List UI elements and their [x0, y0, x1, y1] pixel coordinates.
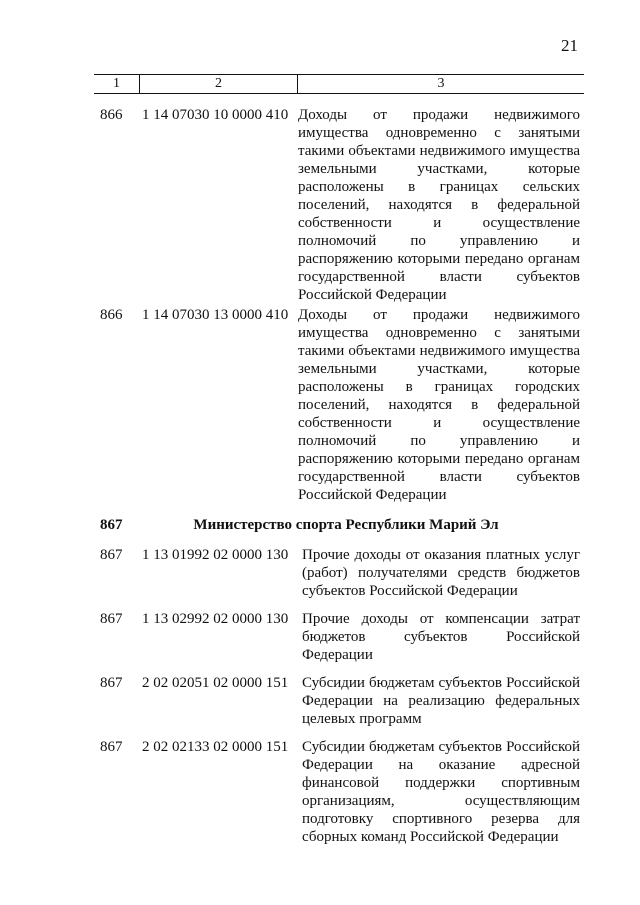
income-description: Субсидии бюджетам субъектов Российской Федерации на оказание адресной финансовой поддержки спортивным организациям, осуществляющим подготовку спортивного резерва для сборных команд Российской Федерации: [302, 739, 580, 845]
table-row: [94, 106, 584, 304]
budget-code: 1 14 07030 13 0000 410: [142, 307, 289, 323]
table-row: [94, 610, 584, 664]
income-description: Субсидии бюджетам субъектов Российской Федерации на реализацию федеральных целевых программ: [302, 675, 580, 727]
admin-code: 867: [100, 739, 123, 755]
income-description: Доходы от продажи недвижимого имущества одновременно с занятыми такими объектами недвижимого имущества земельными участками, которые расположены в границах городских поселений, находятся в федеральной собственности и осуществление полномочий по управлению и распоряжению которыми передано органам государственной власти субъектов Российской Федерации: [298, 307, 580, 503]
income-description: Прочие доходы от компенсации затрат бюджетов субъектов Российской Федерации: [302, 611, 580, 663]
budget-code: 1 13 02992 02 0000 130: [142, 611, 289, 627]
table-body: [94, 106, 584, 848]
budget-code: 1 13 01992 02 0000 130: [142, 547, 289, 563]
income-description: Прочие доходы от оказания платных услуг (работ) получателями средств бюджетов субъектов Российской Федерации: [302, 547, 580, 599]
table-row: [94, 546, 584, 600]
table-row: [94, 306, 584, 504]
income-description: Доходы от продажи недвижимого имущества одновременно с занятыми такими объектами недвижимого имущества земельными участками, которые расположены в границах сельских поселений, находятся в федеральной собственности и осуществление полномочий по управлению и распоряжению которыми передано органам государственной власти субъектов Российской Федерации: [298, 107, 580, 303]
header-col-1: 1: [94, 75, 140, 93]
page-number: 21: [561, 36, 578, 55]
section-heading-row: [94, 516, 584, 534]
budget-code: 2 02 02133 02 0000 151: [142, 739, 289, 755]
budget-code: 1 14 07030 10 0000 410: [142, 107, 289, 123]
table-header: [94, 74, 584, 94]
admin-code: 867: [100, 675, 123, 691]
admin-code: 866: [100, 307, 123, 323]
admin-code: 866: [100, 107, 123, 123]
admin-code: 867: [100, 547, 123, 563]
section-code: 867: [100, 517, 123, 533]
table-row: [94, 674, 584, 728]
admin-code: 867: [100, 611, 123, 627]
section-title: Министерство спорта Республики Марий Эл: [193, 517, 499, 533]
header-col-2: 2: [140, 75, 298, 93]
table-row: [94, 738, 584, 846]
header-col-3: 3: [437, 76, 445, 91]
budget-code: 2 02 02051 02 0000 151: [142, 675, 289, 691]
